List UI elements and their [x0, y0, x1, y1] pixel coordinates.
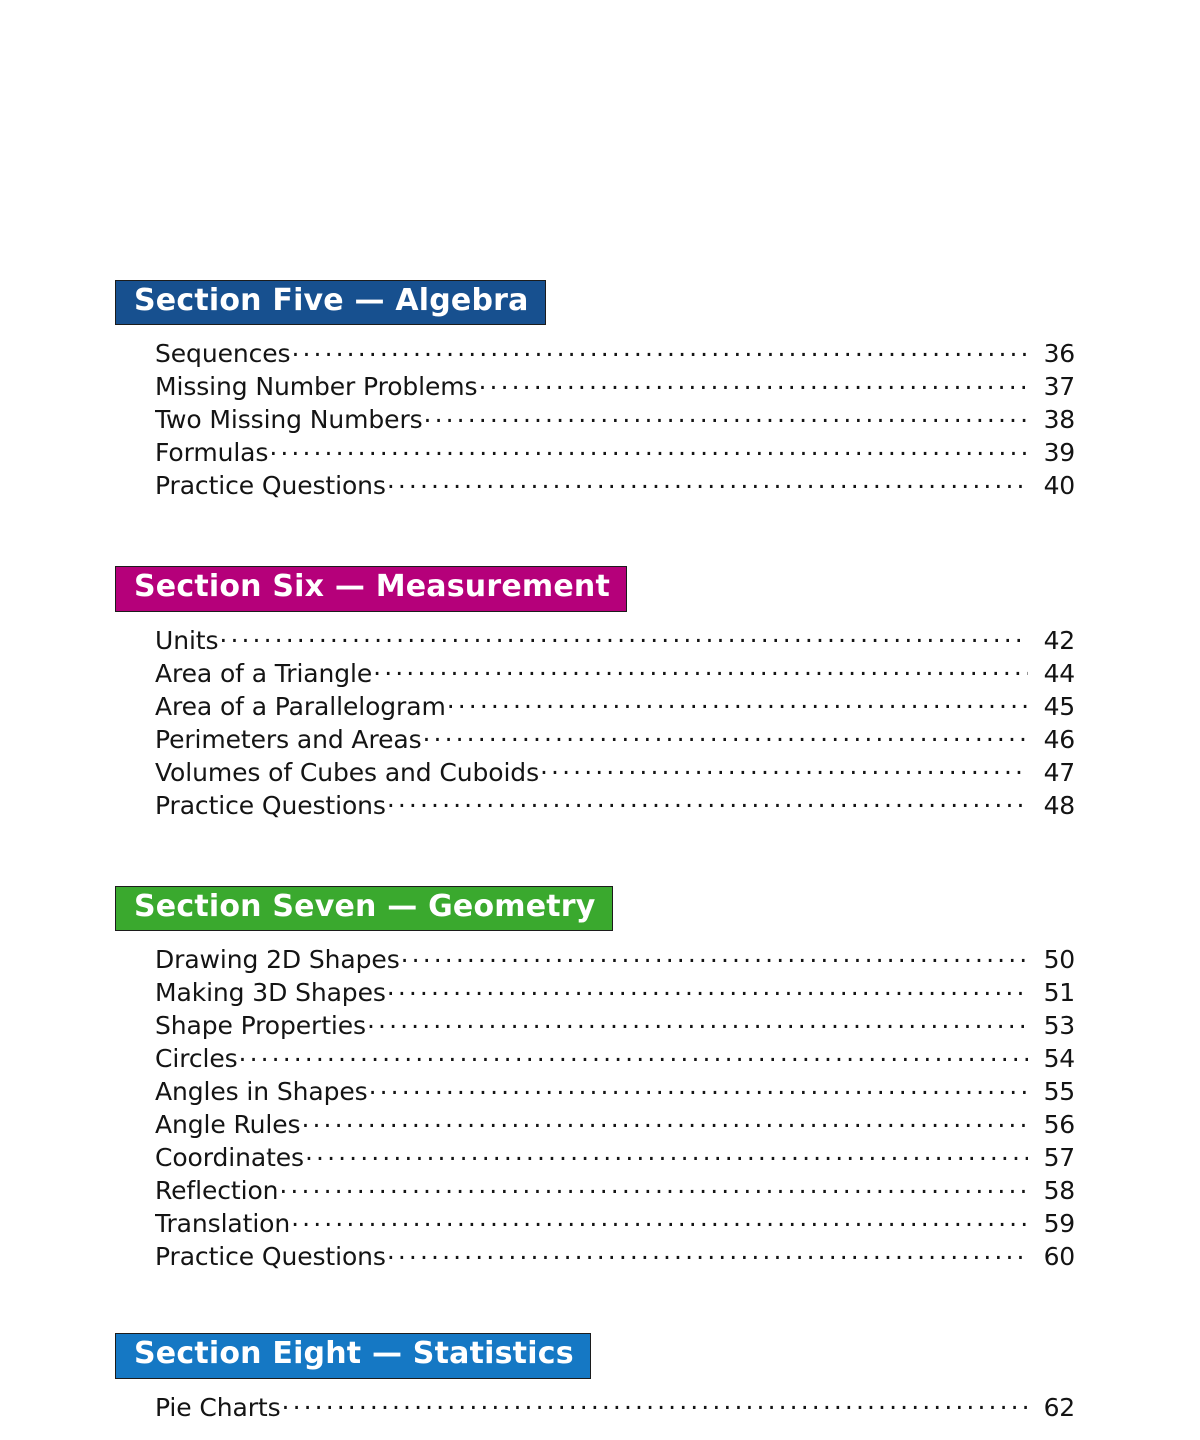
- toc-entry[interactable]: [155, 1009, 1075, 1042]
- toc-entry-page-number: 58: [1043, 1176, 1075, 1206]
- toc-entry-title: Pie Charts: [155, 1392, 281, 1422]
- toc-entry[interactable]: [155, 723, 1075, 756]
- toc-entry-title: Shape Properties: [155, 1011, 366, 1041]
- toc-entry-page-number: 46: [1043, 724, 1075, 754]
- toc-section: [0, 280, 1200, 502]
- section-entry-list: [0, 1391, 1200, 1424]
- toc-entry[interactable]: [155, 657, 1075, 690]
- toc-entry[interactable]: [155, 1240, 1075, 1273]
- toc-section: [0, 566, 1200, 821]
- toc-entry-page-number: 36: [1043, 339, 1075, 369]
- toc-entry[interactable]: [155, 624, 1075, 657]
- section-title: Section Six — Measurement: [134, 569, 611, 605]
- toc-entry-page-number: 45: [1043, 691, 1075, 721]
- toc-entry-title: Volumes of Cubes and Cuboids: [155, 757, 540, 787]
- section-header-bar: [115, 280, 546, 325]
- dot-leader: [387, 469, 1028, 494]
- toc-entry-page-number: 51: [1043, 978, 1075, 1008]
- toc-entry-page-number: 38: [1043, 405, 1075, 435]
- toc-entry-page-number: 37: [1043, 372, 1075, 402]
- section-spacer: [0, 518, 1200, 566]
- toc-entry-page-number: 40: [1043, 471, 1075, 501]
- dot-leader: [369, 1075, 1028, 1100]
- toc-entry-page-number: 48: [1043, 790, 1075, 820]
- toc-entry-title: Drawing 2D Shapes: [155, 945, 400, 975]
- toc-entry-page-number: 42: [1043, 625, 1075, 655]
- dot-leader: [282, 1391, 1028, 1416]
- dot-leader: [387, 1240, 1028, 1265]
- toc-entry-title: Practice Questions: [155, 1242, 386, 1272]
- toc-entry-page-number: 55: [1043, 1077, 1075, 1107]
- dot-leader: [301, 1108, 1028, 1133]
- section-title: Section Eight — Statistics: [134, 1336, 574, 1372]
- dot-leader: [305, 1141, 1028, 1166]
- dot-leader: [424, 403, 1028, 428]
- toc-section: [0, 886, 1200, 1273]
- toc-entry-title: Units: [155, 625, 219, 655]
- toc-entry-page-number: 54: [1043, 1044, 1075, 1074]
- toc-entry[interactable]: [155, 1141, 1075, 1174]
- dot-leader: [291, 337, 1028, 362]
- dot-leader: [387, 789, 1028, 814]
- dot-leader: [387, 976, 1028, 1001]
- dot-leader: [367, 1009, 1028, 1034]
- toc-entry[interactable]: [155, 1042, 1075, 1075]
- toc-entry-page-number: 60: [1043, 1242, 1075, 1272]
- section-spacer: [0, 1289, 1200, 1333]
- toc-entry[interactable]: [155, 789, 1075, 822]
- section-spacer: [0, 838, 1200, 886]
- toc-entry-title: Sequences: [155, 339, 291, 369]
- toc-entry-title: Practice Questions: [155, 790, 386, 820]
- toc-entry-page-number: 56: [1043, 1110, 1075, 1140]
- toc-entry[interactable]: [155, 1075, 1075, 1108]
- toc-entry-title: Coordinates: [155, 1143, 304, 1173]
- toc-entry[interactable]: [155, 337, 1075, 370]
- toc-entry-title: Formulas: [155, 438, 269, 468]
- toc-entry-title: Translation: [155, 1209, 291, 1239]
- section-entry-list: [0, 943, 1200, 1273]
- toc-entry-title: Circles: [155, 1044, 238, 1074]
- toc-entry[interactable]: [155, 403, 1075, 436]
- toc-entry[interactable]: [155, 370, 1075, 403]
- toc-entry-title: Two Missing Numbers: [155, 405, 423, 435]
- toc-entry-title: Area of a Parallelogram: [155, 691, 446, 721]
- toc-entry-title: Making 3D Shapes: [155, 978, 386, 1008]
- toc-entry-title: Perimeters and Areas: [155, 724, 422, 754]
- section-header-bar: [115, 886, 613, 931]
- dot-leader: [401, 943, 1028, 968]
- section-header-bar: [115, 1333, 591, 1378]
- dot-leader: [423, 723, 1029, 748]
- section-header-bar: [115, 566, 627, 611]
- toc-entry[interactable]: [155, 1174, 1075, 1207]
- dot-leader: [279, 1174, 1028, 1199]
- toc-entry-page-number: 53: [1043, 1011, 1075, 1041]
- toc-entry-page-number: 62: [1043, 1392, 1075, 1422]
- dot-leader: [219, 624, 1028, 649]
- section-entry-list: [0, 624, 1200, 822]
- toc-entry[interactable]: [155, 469, 1075, 502]
- dot-leader: [447, 690, 1028, 715]
- section-title: Section Seven — Geometry: [134, 888, 596, 924]
- toc-entry-title: Reflection: [155, 1176, 279, 1206]
- toc-sections-container: [0, 280, 1200, 1440]
- toc-entry-page-number: 44: [1043, 658, 1075, 688]
- dot-leader: [478, 370, 1028, 395]
- dot-leader: [540, 756, 1028, 781]
- toc-entry[interactable]: [155, 756, 1075, 789]
- toc-entry-title: Missing Number Problems: [155, 372, 478, 402]
- toc-entry[interactable]: [155, 690, 1075, 723]
- toc-entry-page-number: 47: [1043, 757, 1075, 787]
- toc-entry-title: Practice Questions: [155, 471, 386, 501]
- dot-leader: [239, 1042, 1028, 1067]
- toc-entry-page-number: 59: [1043, 1209, 1075, 1239]
- section-title: Section Five — Algebra: [134, 283, 529, 318]
- toc-entry[interactable]: [155, 1391, 1075, 1424]
- dot-leader: [373, 657, 1028, 682]
- toc-entry[interactable]: [155, 943, 1075, 976]
- toc-entry[interactable]: [155, 1207, 1075, 1240]
- toc-entry-title: Angles in Shapes: [155, 1077, 368, 1107]
- toc-entry[interactable]: [155, 436, 1075, 469]
- dot-leader: [269, 436, 1028, 461]
- section-entry-list: [0, 337, 1200, 502]
- toc-entry-page-number: 50: [1043, 945, 1075, 975]
- toc-entry-page-number: 39: [1043, 438, 1075, 468]
- toc-entry[interactable]: [155, 1108, 1075, 1141]
- dot-leader: [291, 1207, 1028, 1232]
- toc-entry[interactable]: [155, 976, 1075, 1009]
- toc-section: [0, 1333, 1200, 1423]
- toc-entry-page-number: 57: [1043, 1143, 1075, 1173]
- toc-entry-title: Area of a Triangle: [155, 658, 373, 688]
- toc-entry-title: Angle Rules: [155, 1110, 301, 1140]
